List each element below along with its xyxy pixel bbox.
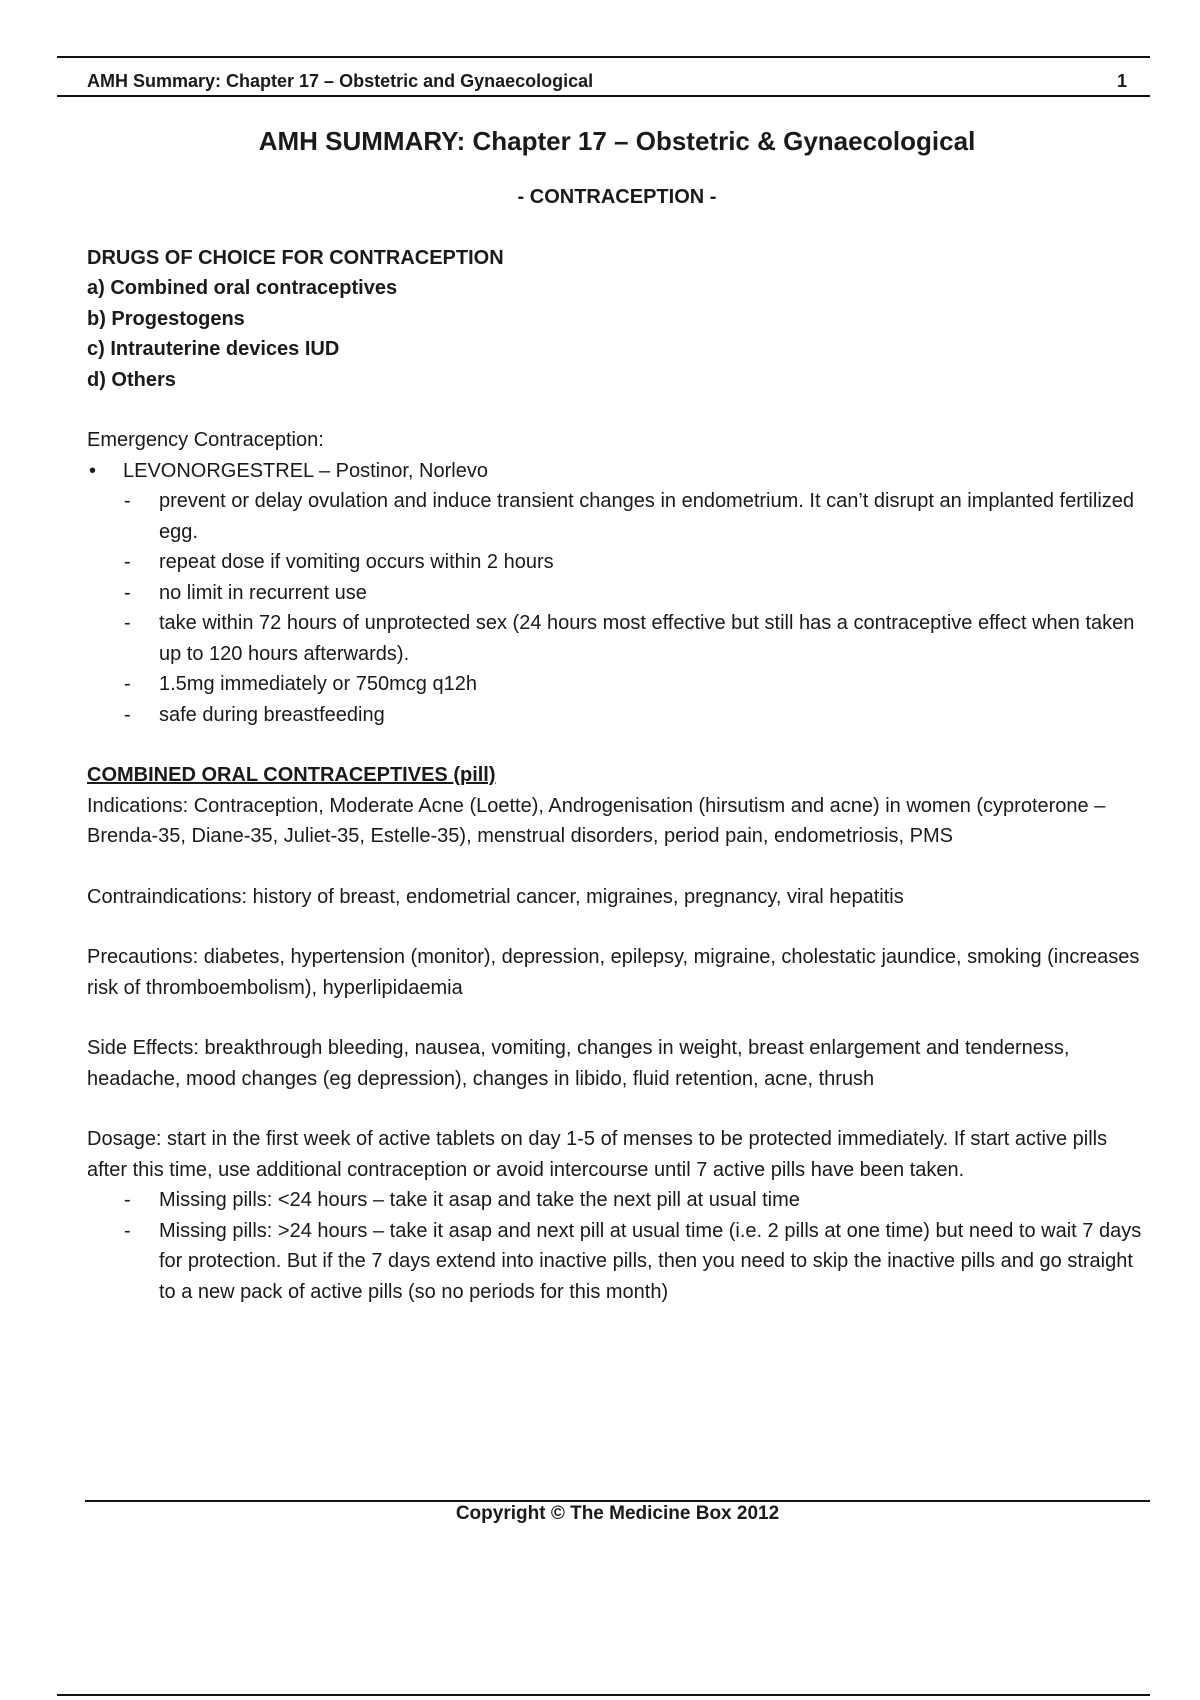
emergency-contraception-section — [87, 425, 1147, 730]
bottom-rule — [57, 1694, 1150, 1696]
running-header — [87, 71, 1127, 92]
drug-choice-item: a) Combined oral contraceptives — [87, 277, 398, 299]
top-rule — [57, 56, 1150, 58]
drugs-of-choice-heading: DRUGS OF CHOICE FOR CONTRACEPTION — [87, 246, 504, 269]
missing-pills-list — [87, 1185, 1147, 1307]
coc-section — [87, 760, 1147, 1307]
emergency-drug-item — [87, 456, 1147, 731]
coc-side-effects: Side Effects: breakthrough bleeding, nausea, vomiting, changes in weight, breast enlargement and tenderness, headache, mood changes (eg depression), changes in libido, fluid retention, acne, thrush — [87, 1037, 1070, 1090]
drug-choice-item: c) Intrauterine devices IUD — [87, 338, 340, 360]
header-rule — [57, 95, 1150, 97]
footer-rule — [85, 1500, 1150, 1502]
drugs-of-choice-section — [87, 243, 1147, 396]
drug-choice-item: d) Others — [87, 368, 176, 391]
emergency-drug-name: LEVONORGESTREL – Postinor, Norlevo — [123, 459, 488, 482]
coc-contraindications: Contraindications: history of breast, endometrial cancer, migraines, pregnancy, viral hepatitis — [87, 885, 904, 908]
coc-indications: Indications: Contraception, Moderate Acne (Loette), Androgenisation (hirsutism and acne) in women (cyproterone – Brenda-35, Diane-35, Juliet-35, Estelle-35), menstrual disorders, period pain, endometriosis, PMS — [87, 794, 1106, 847]
emergency-point: - no limit in recurrent use — [159, 578, 1147, 609]
coc-heading: COMBINED ORAL CONTRACEPTIVES (pill) — [87, 764, 496, 786]
document-title: AMH SUMMARY: Chapter 17 – Obstetric & Gynaecological — [258, 126, 976, 156]
page-content — [87, 124, 1147, 1307]
drug-choice-item: b) Progestogens — [87, 307, 245, 330]
emergency-point: - 1.5mg immediately or 750mcg q12h — [159, 669, 1147, 700]
emergency-point: - repeat dose if vomiting occurs within 2 hours — [159, 547, 1147, 578]
emergency-points-list — [123, 486, 1147, 730]
emergency-label: Emergency Contraception: — [87, 429, 324, 451]
page-number: 1 — [1116, 71, 1127, 91]
running-title: AMH Summary: Chapter 17 – Obstetric and Gynaecological — [87, 71, 594, 91]
coc-dosage: Dosage: start in the first week of active tablets on day 1-5 of menses to be protected immediately. If start active pills after this time, use additional contraception or avoid intercourse until 7 active pills have been taken. — [87, 1128, 1108, 1181]
emergency-point: - take within 72 hours of unprotected sex (24 hours most effective but still has a contraceptive effect when taken up to 120 hours afterwards). — [159, 608, 1147, 669]
emergency-point: - safe during breastfeeding — [159, 700, 1147, 731]
section-label: - CONTRACEPTION - — [517, 186, 717, 208]
missing-pills-item: - Missing pills: >24 hours – take it asap and next pill at usual time (i.e. 2 pills at one time) but need to wait 7 days for protection. But if the 7 days extend into inactive pills, then you need to skip the inactive pills and go straight to a new pack of active pills (so no periods for this month) — [159, 1216, 1147, 1308]
missing-pills-item: - Missing pills: <24 hours – take it asap and take the next pill at usual time — [159, 1185, 1147, 1216]
emergency-point: - prevent or delay ovulation and induce transient changes in endometrium. It can’t disrupt an implanted fertilized egg. — [159, 486, 1147, 547]
footer-copyright: Copyright © The Medicine Box 2012 — [455, 1503, 780, 1524]
coc-precautions: Precautions: diabetes, hypertension (monitor), depression, epilepsy, migraine, cholestatic jaundice, smoking (increases risk of thromboembolism), hyperlipidaemia — [87, 946, 1140, 999]
emergency-drug-list — [87, 456, 1147, 731]
